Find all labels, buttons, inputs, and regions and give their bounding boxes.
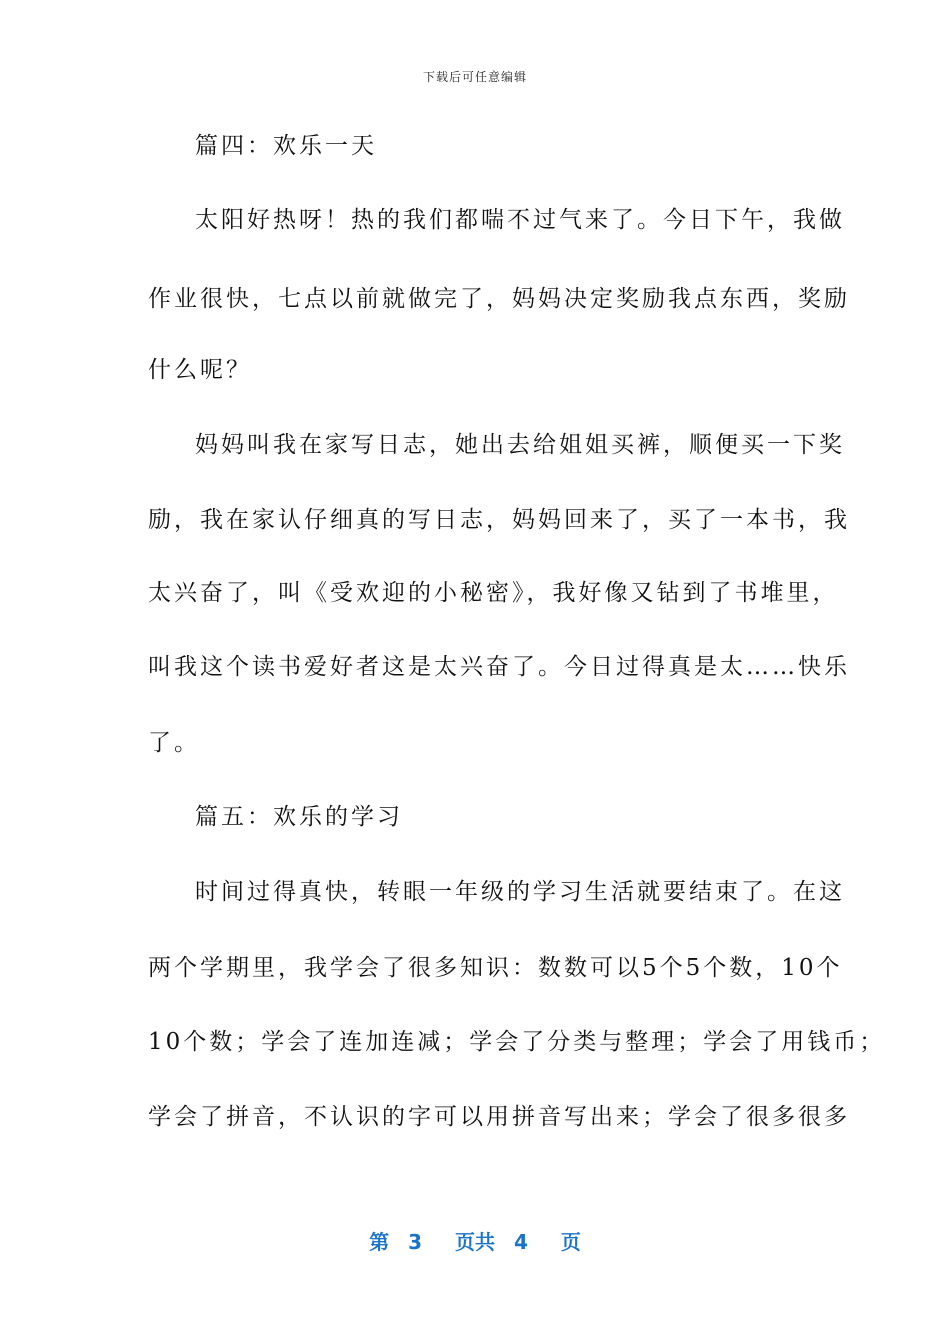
paragraph-line: 10个数；学会了连加连减；学会了分类与整理；学会了用钱币； — [148, 1029, 886, 1055]
page-current: 3 — [408, 1230, 423, 1254]
page-footer — [0, 1226, 950, 1255]
page-label-prefix: 第 — [369, 1230, 390, 1254]
header-note: 下载后可任意编辑 — [422, 70, 527, 84]
paragraph-line: 励，我在家认仔细真的写日志，妈妈回来了，买了一本书，我 — [148, 507, 850, 533]
paragraph-line: 叫我这个读书爱好者这是太兴奋了。今日过得真是太……快乐 — [148, 654, 850, 680]
paragraph-line: 学会了拼音，不认识的字可以用拼音写出来；学会了很多很多 — [148, 1104, 850, 1130]
paragraph-line: 作业很快，七点以前就做完了，妈妈决定奖励我点东西，奖励 — [148, 286, 850, 312]
section-title-5: 篇五：欢乐的学习 — [195, 804, 403, 830]
paragraph-line: 妈妈叫我在家写日志，她出去给姐姐买裤，顺便买一下奖 — [195, 432, 845, 458]
paragraph-line: 了。 — [148, 730, 200, 756]
paragraph-line: 太兴奋了，叫《受欢迎的小秘密》，我好像又钻到了书堆里， — [148, 580, 839, 606]
paragraph-line: 太阳好热呀！热的我们都喘不过气来了。今日下午，我做 — [195, 207, 845, 233]
paragraph-line: 什么呢？ — [148, 357, 252, 383]
page-label-mid: 页共 — [455, 1230, 495, 1254]
page-total: 4 — [513, 1230, 528, 1254]
section-title-4: 篇四：欢乐一天 — [195, 133, 377, 159]
paragraph-line: 两个学期里，我学会了很多知识：数数可以5个5个数，10个 — [148, 955, 843, 981]
page-label-suffix: 页 — [560, 1230, 581, 1254]
paragraph-line: 时间过得真快，转眼一年级的学习生活就要结束了。在这 — [195, 879, 845, 905]
